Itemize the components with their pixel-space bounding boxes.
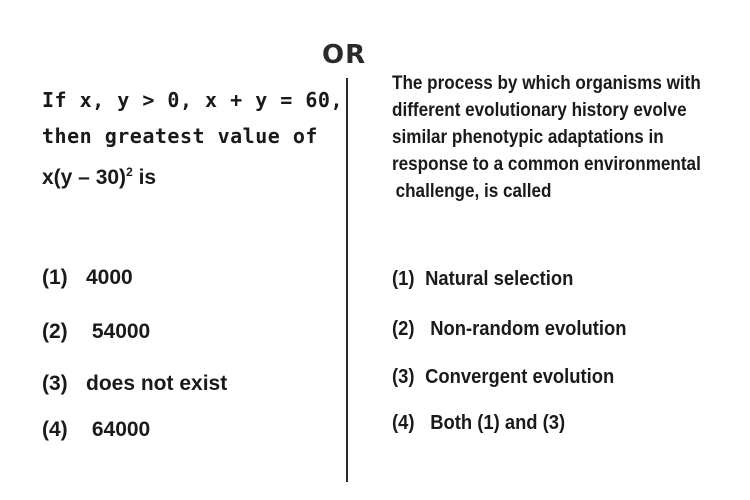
option-number: (1) [392, 268, 415, 290]
option-number: (3) [392, 366, 415, 388]
or-separator-label: OR [322, 40, 367, 70]
math-option-3 [42, 372, 227, 396]
option-number: (4) [42, 418, 68, 441]
expression-tail: is [132, 166, 157, 189]
math-question-line-2: then greatest value of [42, 124, 318, 148]
biology-option-4 [392, 412, 565, 435]
math-option-1 [42, 266, 133, 290]
biology-option-3 [392, 366, 614, 389]
biology-option-1 [392, 268, 573, 291]
option-text: 64000 [86, 418, 151, 441]
option-number: (2) [42, 320, 68, 343]
math-option-2 [42, 320, 150, 344]
option-number: (1) [42, 266, 68, 289]
biology-question-line-5: challenge, is called [395, 181, 552, 202]
option-text: 4000 [86, 266, 133, 289]
expression-base: x(y – 30) [42, 166, 127, 189]
option-text: Convergent evolution [425, 366, 615, 388]
biology-question-line-1: The process by which organisms with [392, 73, 701, 94]
option-text: Both (1) and (3) [425, 412, 566, 434]
math-option-4 [42, 418, 150, 442]
math-question-line-1: If x, y > 0, x + y = 60, [42, 88, 343, 112]
vertical-divider [346, 78, 348, 482]
math-question [42, 82, 342, 196]
expression-exponent: 2 [126, 165, 133, 179]
biology-question-line-2: different evolutionary history evolve [392, 100, 687, 121]
option-text: Natural selection [425, 268, 574, 290]
option-text: 54000 [86, 320, 151, 343]
option-text: Non-random evolution [425, 318, 627, 340]
option-number: (3) [42, 372, 68, 395]
math-question-expression [42, 154, 342, 196]
option-number: (4) [392, 412, 415, 434]
biology-question-line-4: response to a common environmental [392, 154, 701, 175]
biology-option-2 [392, 318, 626, 341]
option-number: (2) [392, 318, 415, 340]
biology-question-line-3: similar phenotypic adaptations in [392, 127, 664, 148]
option-text: does not exist [86, 372, 228, 395]
biology-question [392, 70, 701, 205]
